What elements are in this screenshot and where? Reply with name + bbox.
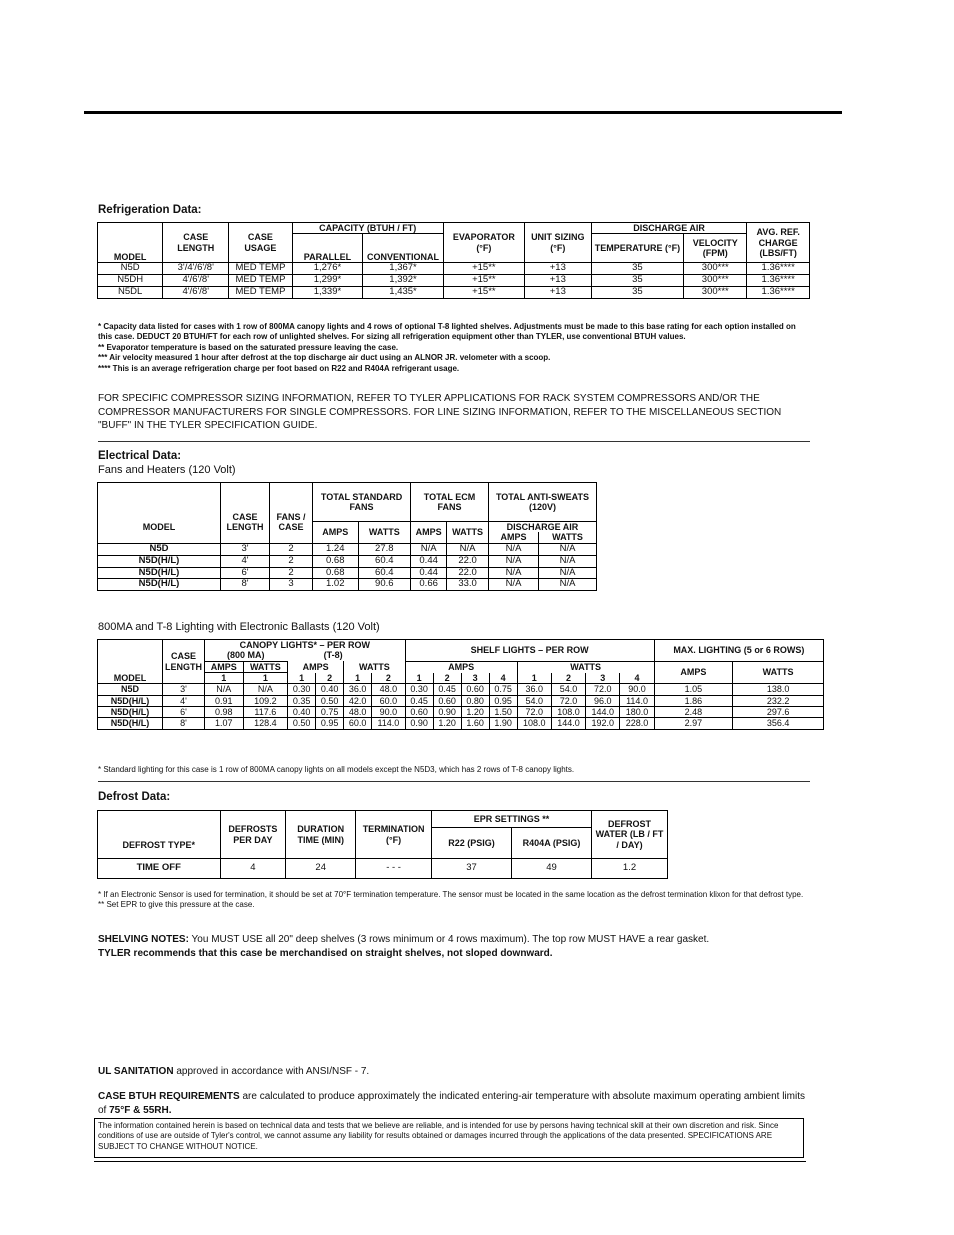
refrigeration-note: * Capacity data listed for cases with 1 row of 800MA canopy lights and 4 rows of optional T-8 lighted shelves. Adjustments must be made to this base rating for each option installed on this case. DEDUCT 20 BTUH/FT for each row of unlighted shelves. For sizing all refrigeration equipment other than TYLER, use conventional BTUH values. (98, 322, 796, 342)
fans-cell: 0.66 (411, 579, 447, 591)
refrigeration-cell: 4'/6'/8' (163, 275, 229, 287)
fans-cell: 8' (221, 579, 270, 591)
defrost-col-termination: TERMINATION (°F) (356, 811, 432, 859)
fans-cell: N/A (539, 543, 597, 555)
lighting-cell: N5D(H/L) (98, 718, 163, 729)
lighting-cell: 128.4 (243, 718, 288, 729)
refrigeration-cell: 1.36**** (747, 263, 810, 275)
max-amps: AMPS (654, 661, 733, 684)
fans-cell: 27.8 (358, 543, 411, 555)
shelving-notes (98, 933, 818, 960)
lighting-cell: 0.90 (405, 718, 433, 729)
lighting-cell: 228.0 (620, 718, 654, 729)
lighting-cell: N/A (205, 684, 244, 695)
lighting-cell: N5D(H/L) (98, 707, 163, 718)
lighting-cell: 36.0 (344, 684, 372, 695)
refrigeration-cell: 300*** (684, 275, 747, 287)
fans-cell: N/A (411, 543, 447, 555)
lighting-row (98, 707, 824, 718)
col-temperature: TEMPERATURE (°F) (591, 234, 683, 263)
defrost-col-duration: DURATION TIME (MIN) (286, 811, 356, 859)
lighting-cell: 0.75 (489, 684, 517, 695)
lighting-cell: 192.0 (586, 718, 620, 729)
refrigeration-cell: 300*** (684, 287, 747, 299)
fans-cell: 2 (270, 555, 313, 567)
defrost-cell: - - - (356, 859, 432, 879)
refrigeration-row (98, 275, 810, 287)
lighting-row (98, 695, 824, 706)
lighting-cell: N/A (243, 684, 288, 695)
col-velocity: VELOCITY (FPM) (684, 234, 747, 263)
light-col-model: MODEL (98, 640, 163, 684)
fans-cell: 3' (221, 543, 270, 555)
row-num: 4 (489, 673, 517, 684)
light-col-canopy (205, 640, 406, 662)
canopy-label: CANOPY LIGHTS* – PER ROW (239, 640, 370, 650)
col-unit-sizing: UNIT SIZING (°F) (524, 223, 591, 263)
lighting-cell: 48.0 (372, 684, 405, 695)
lighting-cell: 0.45 (405, 695, 433, 706)
lighting-cell: 36.0 (517, 684, 551, 695)
refrigeration-cell: 1,392* (363, 275, 444, 287)
refrigeration-notes (98, 322, 810, 374)
defrost-table (97, 810, 668, 879)
fans-cell: 0.68 (313, 555, 359, 567)
fans-cell: 2 (270, 543, 313, 555)
refrigeration-cell: 1.36**** (747, 287, 810, 299)
lighting-cell: N5D(H/L) (98, 695, 163, 706)
row-num: 2 (372, 673, 405, 684)
row-num: 2 (316, 673, 344, 684)
fans-cell: N/A (539, 579, 597, 591)
lighting-cell: N5D (98, 684, 163, 695)
light-col-max: MAX. LIGHTING (5 or 6 ROWS) (654, 640, 823, 662)
refrigeration-cell: +13 (524, 263, 591, 275)
lighting-cell: 2.48 (654, 707, 733, 718)
shelf-watts: WATTS (517, 661, 654, 672)
refrigeration-cell: MED TEMP (229, 275, 293, 287)
canopy-watts: WATTS (243, 661, 288, 672)
canopy-amps: AMPS (205, 661, 244, 672)
lighting-cell: 138.0 (733, 684, 824, 695)
refrigeration-cell: 35 (591, 287, 683, 299)
ul-sanitation (98, 1065, 810, 1079)
lighting-cell: 0.30 (288, 684, 316, 695)
fans-cell: 0.44 (411, 555, 447, 567)
lighting-cell: 0.60 (405, 707, 433, 718)
refrigeration-note: *** Air velocity measured 1 hour after defrost at the top discharge air duct using an ALNOR JR. velometer with a scoop. (98, 353, 551, 363)
refrigeration-cell: 35 (591, 263, 683, 275)
light-col-case-length: CASE LENGTH (163, 640, 205, 684)
fans-cell: 60.4 (358, 567, 411, 579)
ul-label: UL SANITATION (98, 1066, 174, 1077)
compressor-sizing-paragraph: FOR SPECIFIC COMPRESSOR SIZING INFORMATION, REFER TO TYLER APPLICATIONS FOR RACK SYSTEM COMPRESSORS AND/OR THE COMPRESSOR MANUFACTURERS FOR SINGLE COMPRESSORS. FOR LINE SIZING INFORMATION, REFER TO THE MISCELLANEOUS SECTION "BUFF" IN THE TYLER SPECIFICATION GUIDE. (98, 393, 782, 431)
disclaimer-box: The information contained herein is based on technical data and tests that we believe are reliable, and is intended for use by persons having technical skill at their own discretion and risk. Since conditions of use are outside of Tyler's control, we cannot assume any liability for results obtained or damages incurred through the applications of the data presented. SPECIFICATIONS ARE SUBJECT TO CHANGE WITHOUT NOTICE. (94, 1118, 804, 1158)
row-num: 2 (433, 673, 461, 684)
lighting-cell: 0.45 (433, 684, 461, 695)
fans-col-model: MODEL (98, 483, 221, 544)
refrigeration-cell: N5D (98, 263, 163, 275)
lighting-cell: 0.40 (316, 684, 344, 695)
electrical-title: Electrical Data: (98, 450, 182, 462)
refrigeration-cell: 1,339* (292, 287, 363, 299)
lighting-cell: 72.0 (551, 695, 585, 706)
lighting-cell: 0.95 (316, 718, 344, 729)
defrost-cell: 4 (220, 859, 286, 879)
col-avg-ref: AVG. REF. CHARGE (LBS/FT) (747, 223, 810, 263)
lighting-cell: 0.60 (433, 695, 461, 706)
fans-row (98, 567, 597, 579)
lighting-cell: 1.07 (205, 718, 244, 729)
lighting-cell: 72.0 (517, 707, 551, 718)
lighting-cell: 144.0 (551, 718, 585, 729)
refrigeration-cell: 1,299* (292, 275, 363, 287)
lighting-cell: 3' (163, 684, 205, 695)
fans-cell: N5D (98, 543, 221, 555)
fans-col-total-anti: TOTAL ANTI-SWEATS (120V) (488, 483, 596, 522)
lighting-cell: 0.80 (461, 695, 489, 706)
fans-row (98, 555, 597, 567)
refrigeration-note: ** Evaporator temperature is based on the saturated pressure leaving the case. (98, 342, 399, 352)
fans-cell: N5D(H/L) (98, 579, 221, 591)
defrost-col-per-day: DEFROSTS PER DAY (220, 811, 286, 859)
row-num: 4 (620, 673, 654, 684)
refrigeration-cell: 1,276* (292, 263, 363, 275)
lighting-cell: 1.90 (489, 718, 517, 729)
fans-subtitle: Fans and Heaters (120 Volt) (98, 464, 236, 476)
row-num: 1 (243, 673, 288, 684)
section-divider (98, 781, 810, 782)
fans-cell: N/A (488, 567, 538, 579)
lighting-cell: 114.0 (620, 695, 654, 706)
refrigeration-cell: MED TEMP (229, 263, 293, 275)
lighting-table (97, 639, 824, 730)
lighting-cell: 6' (163, 707, 205, 718)
lighting-cell: 356.4 (733, 718, 824, 729)
lighting-cell: 1.20 (433, 718, 461, 729)
lighting-cell: 232.2 (733, 695, 824, 706)
fans-cell: 33.0 (447, 579, 489, 591)
lighting-cell: 0.91 (205, 695, 244, 706)
lighting-cell: 48.0 (344, 707, 372, 718)
fans-table (97, 482, 597, 591)
defrost-cell: 37 (432, 859, 512, 879)
fans-col-amps: AMPS (411, 522, 447, 544)
fans-cell: N5D(H/L) (98, 555, 221, 567)
lighting-cell: 60.0 (344, 718, 372, 729)
col-model: MODEL (98, 223, 163, 263)
lighting-cell: 1.50 (489, 707, 517, 718)
refrigeration-cell: +13 (524, 287, 591, 299)
defrost-note: * If an Electronic Sensor is used for termination, it should be set at 70°F termination temperature. The sensor must be located in the same location as the defrost termination klixon for that defrost type. (98, 890, 804, 899)
shelf-amps: AMPS (405, 661, 517, 672)
fans-col-amps: AMPS (488, 532, 538, 543)
refrigeration-cell: N5DL (98, 287, 163, 299)
canopy-800ma: (800 MA) (227, 650, 265, 661)
lighting-note: * Standard lighting for this case is 1 row of 800MA canopy lights on all models except the N5D3, which has 2 rows of T-8 canopy lights. (98, 765, 575, 774)
defrost-col-r404a: R404A (PSIG) (512, 828, 592, 859)
lighting-row (98, 718, 824, 729)
row-num: 1 (288, 673, 316, 684)
col-parallel: PARALLEL (292, 234, 363, 263)
refrigeration-cell: +13 (524, 275, 591, 287)
fans-cell: 90.6 (358, 579, 411, 591)
lighting-cell: 0.50 (316, 695, 344, 706)
lighting-cell: 4' (163, 695, 205, 706)
lighting-cell: 90.0 (620, 684, 654, 695)
lighting-cell: 54.0 (551, 684, 585, 695)
defrost-col-water: DEFROST WATER (LB / FT / DAY) (592, 811, 668, 859)
lighting-cell: 1.60 (461, 718, 489, 729)
lighting-cell: 108.0 (551, 707, 585, 718)
lighting-cell: 0.30 (405, 684, 433, 695)
refrigeration-cell: MED TEMP (229, 287, 293, 299)
defrost-cell: 49 (512, 859, 592, 879)
fans-cell: N/A (447, 543, 489, 555)
lighting-cell: 60.0 (372, 695, 405, 706)
refrigeration-cell: 1,367* (363, 263, 444, 275)
refrigeration-cell: +15** (443, 275, 524, 287)
lighting-cell: 90.0 (372, 707, 405, 718)
fans-cell: 6' (221, 567, 270, 579)
btuh-label: CASE BTUH REQUIREMENTS (98, 1091, 240, 1102)
canopy-t8-amps: AMPS (288, 661, 344, 672)
fans-row (98, 543, 597, 555)
fans-cell: N/A (488, 543, 538, 555)
lighting-cell: 0.40 (288, 707, 316, 718)
fans-col-watts: WATTS (358, 522, 411, 544)
lighting-cell: 96.0 (586, 695, 620, 706)
fans-col-fans-case: FANS / CASE (270, 483, 313, 544)
row-num: 3 (586, 673, 620, 684)
fans-col-watts: WATTS (447, 522, 489, 544)
fans-col-total-ecm: TOTAL ECM FANS (411, 483, 489, 522)
lighting-cell: 144.0 (586, 707, 620, 718)
fans-cell: 22.0 (447, 555, 489, 567)
fans-col-case-length: CASE LENGTH (221, 483, 270, 544)
refrigeration-cell: 300*** (684, 263, 747, 275)
row-num: 2 (551, 673, 585, 684)
lighting-cell: 0.98 (205, 707, 244, 718)
max-watts: WATTS (733, 661, 824, 684)
lighting-cell: 2.97 (654, 718, 733, 729)
fans-cell: 3 (270, 579, 313, 591)
col-discharge-air: DISCHARGE AIR (591, 223, 747, 234)
btuh-text: are calculated to produce approximately the indicated entering-air temperature with absolute maximum operating ambient limits of (98, 1091, 805, 1116)
lighting-cell: 1.20 (461, 707, 489, 718)
col-capacity: CAPACITY (BTUH / FT) (292, 223, 443, 234)
defrost-notes (98, 890, 810, 911)
refrigeration-row (98, 263, 810, 275)
refrigeration-cell: 35 (591, 275, 683, 287)
top-rule (84, 111, 842, 114)
fans-cell: N/A (539, 555, 597, 567)
col-evaporator: EVAPORATOR (°F) (443, 223, 524, 263)
fans-cell: 22.0 (447, 567, 489, 579)
refrigeration-row (98, 287, 810, 299)
lighting-cell: 1.05 (654, 684, 733, 695)
fans-cell: N5D(H/L) (98, 567, 221, 579)
lighting-cell: 42.0 (344, 695, 372, 706)
defrost-cell: 1.2 (592, 859, 668, 879)
lighting-subtitle: 800MA and T-8 Lighting with Electronic Ballasts (120 Volt) (98, 621, 380, 633)
refrigeration-title: Refrigeration Data: (98, 204, 202, 216)
ul-text: approved in accordance with ANSI/NSF - 7. (173, 1066, 370, 1077)
fans-cell: 60.4 (358, 555, 411, 567)
fans-cell: 1.02 (313, 579, 359, 591)
refrigeration-note: **** This is an average refrigeration charge per foot based on R22 and R404A refrigerant usage. (98, 363, 460, 373)
lighting-cell: 0.90 (433, 707, 461, 718)
fans-cell: 0.68 (313, 567, 359, 579)
refrigeration-table (97, 222, 810, 299)
lighting-cell: 0.60 (461, 684, 489, 695)
row-num: 1 (205, 673, 244, 684)
lighting-cell: 0.95 (489, 695, 517, 706)
defrost-cell: 24 (286, 859, 356, 879)
lighting-cell: 297.6 (733, 707, 824, 718)
lighting-cell: 0.50 (288, 718, 316, 729)
bottom-rule (94, 1161, 806, 1162)
lighting-cell: 8' (163, 718, 205, 729)
shelving-bold-line: TYLER recommends that this case be merchandised on straight shelves, not sloped downward. (98, 947, 553, 959)
defrost-note: ** Set EPR to give this pressure at the case. (98, 900, 255, 910)
fans-cell: 1.24 (313, 543, 359, 555)
lighting-cell: 72.0 (586, 684, 620, 695)
row-num: 1 (405, 673, 433, 684)
section-divider (98, 441, 810, 442)
refrigeration-cell: 1,435* (363, 287, 444, 299)
btuh-requirements (98, 1090, 810, 1117)
lighting-cell: 114.0 (372, 718, 405, 729)
light-col-shelf: SHELF LIGHTS – PER ROW (405, 640, 654, 662)
refrigeration-cell: 4'/6'/8' (163, 287, 229, 299)
lighting-cell: 109.2 (243, 695, 288, 706)
defrost-cell: TIME OFF (98, 859, 221, 879)
fans-cell: N/A (539, 567, 597, 579)
lighting-cell: 0.75 (316, 707, 344, 718)
fans-col-amps: AMPS (313, 522, 359, 544)
fans-row (98, 579, 597, 591)
btuh-limits: 75°F & 55RH. (109, 1104, 172, 1116)
lighting-cell: 0.35 (288, 695, 316, 706)
lighting-cell: 54.0 (517, 695, 551, 706)
fans-col-watts: WATTS (539, 532, 597, 543)
defrost-col-epr: EPR SETTINGS ** (432, 811, 592, 828)
canopy-t8: (T-8) (323, 650, 343, 661)
canopy-t8-watts: WATTS (344, 661, 405, 672)
shelving-label: SHELVING NOTES: (98, 934, 189, 945)
refrigeration-cell: 3'/4'/6'/8' (163, 263, 229, 275)
refrigeration-cell: +15** (443, 287, 524, 299)
fans-cell: 2 (270, 567, 313, 579)
defrost-title: Defrost Data: (98, 791, 171, 803)
lighting-cell: 117.6 (243, 707, 288, 718)
lighting-cell: 180.0 (620, 707, 654, 718)
col-case-length: CASE LENGTH (163, 223, 229, 263)
row-num: 1 (517, 673, 551, 684)
fans-col-total-std: TOTAL STANDARD FANS (313, 483, 411, 522)
defrost-col-r22: R22 (PSIG) (432, 828, 512, 859)
fans-cell: N/A (488, 579, 538, 591)
shelving-text: You MUST USE all 20" deep shelves (3 rows minimum or 4 rows maximum). The top row MUST HAVE a rear gasket. (188, 934, 710, 945)
row-num: 1 (344, 673, 372, 684)
row-num: 3 (461, 673, 489, 684)
lighting-cell: 108.0 (517, 718, 551, 729)
col-case-usage: CASE USAGE (229, 223, 293, 263)
refrigeration-cell: 1.36**** (747, 275, 810, 287)
lighting-cell: 1.86 (654, 695, 733, 706)
lighting-row (98, 684, 824, 695)
fans-col-discharge-air: DISCHARGE AIR (488, 522, 596, 533)
fans-cell: 0.44 (411, 567, 447, 579)
refrigeration-cell: +15** (443, 263, 524, 275)
col-conventional: CONVENTIONAL (363, 234, 444, 263)
fans-cell: 4' (221, 555, 270, 567)
defrost-col-type: DEFROST TYPE* (98, 811, 221, 859)
fans-cell: N/A (488, 555, 538, 567)
refrigeration-cell: N5DH (98, 275, 163, 287)
